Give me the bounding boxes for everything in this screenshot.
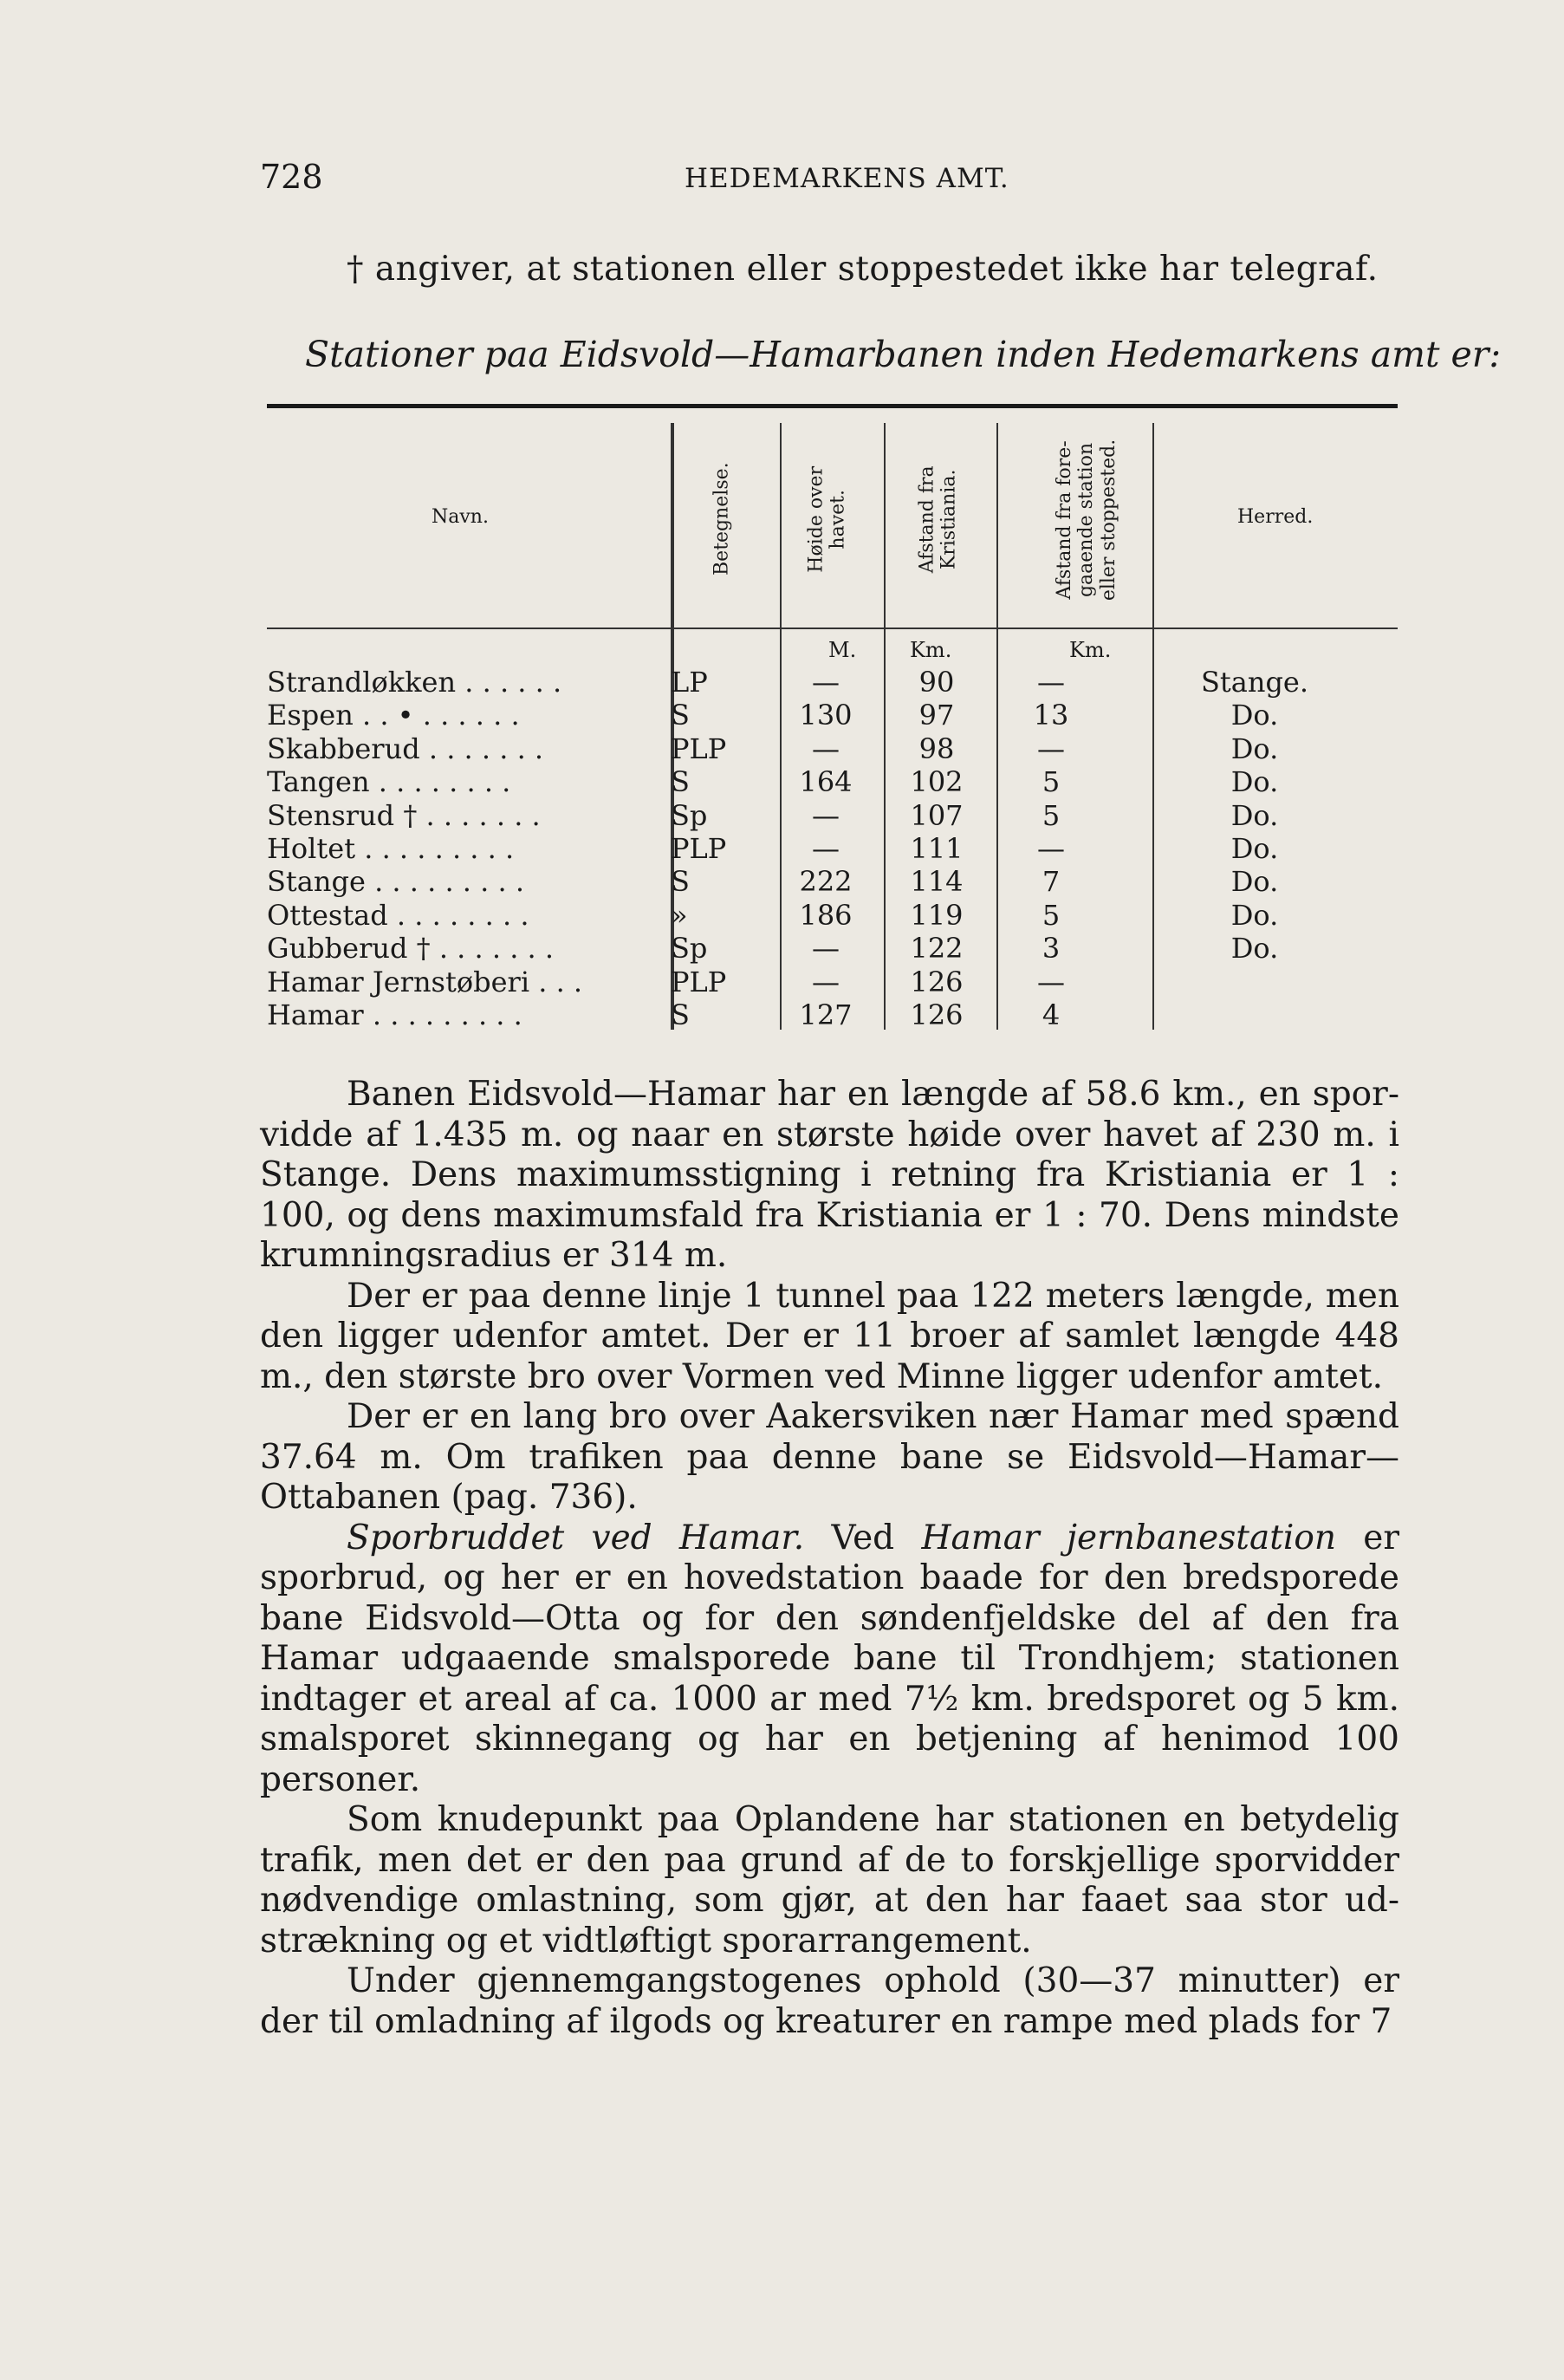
station-name: Strandløkken . . . . . . [267, 666, 562, 699]
running-header [260, 158, 1404, 210]
distance-previous: 5 [1042, 898, 1061, 932]
station-name: Gubberud † . . . . . . . [267, 932, 555, 966]
distance-previous: 5 [1042, 798, 1061, 832]
municipality: Do. [1230, 898, 1279, 932]
station-type: S [671, 765, 690, 799]
distance-kristiania: 102 [910, 765, 964, 799]
station-name: Holtet . . . . . . . . . [267, 832, 515, 865]
paragraph: Som knudepunkt paa Oplandene har stationen en betydelig trafik, men det er den paa grund af de to forskjellige sporvidder nødvendige omlastning, som gjør, at den har faaet saa stor udstrækning og et vidtløftigt sporarrangement. [260, 1800, 1399, 1961]
municipality: Do. [1230, 699, 1279, 732]
station-name: Espen . . • . . . . . . [267, 699, 520, 732]
distance-previous: 3 [1042, 932, 1061, 966]
station-table [267, 404, 1398, 1037]
station-type: » [671, 898, 688, 932]
station-type: S [671, 699, 690, 732]
municipality: Do. [1230, 865, 1279, 899]
table-row [267, 865, 1398, 898]
elevation: — [812, 965, 840, 998]
header-betegnelse: Betegnelse. [711, 462, 733, 575]
page-number: 728 [260, 158, 323, 196]
elevation: 164 [799, 765, 853, 799]
distance-kristiania: 107 [910, 798, 964, 832]
distance-kristiania: 90 [918, 666, 955, 699]
running-title: HEDEMARKENS AMT. [685, 163, 1009, 194]
header-afstand-kristiania: Afstand fra Kristiania. [916, 465, 960, 574]
table-caption: Stationer paa Eidsvold—Hamarbanen inden Hedemarkens amt er: [305, 334, 1502, 375]
paragraph: Der er paa denne linje 1 tunnel paa 122 meters længde, men den ligger udenfor amtet. Der er 11 broer af samlet længde 448 m., den største bro over Vormen ved Minne ligger udenfor amtet. [260, 1276, 1399, 1396]
header-hoide: Høide over havet. [805, 465, 849, 573]
distance-kristiania: 126 [910, 965, 964, 998]
elevation: — [812, 798, 840, 832]
distance-previous: 4 [1042, 998, 1061, 1031]
elevation: 186 [799, 898, 853, 932]
station-type: PLP [671, 832, 727, 865]
municipality: Do. [1230, 732, 1279, 765]
distance-previous: 5 [1042, 765, 1061, 799]
station-name: Hamar Jernstøberi . . . [267, 965, 583, 998]
paragraph: Banen Eidsvold—Hamar har en længde af 58.6 km., en sporvidde af 1.435 m. og naar en største høide over havet af 230 m. i Stange. Dens maximumsstigning i retning fra Kristiania er 1 : 100, og dens maximumsfald fra Kristiania er 1 : 70. Dens mindste krumningsradius er 314 m. [260, 1075, 1399, 1275]
distance-previous: — [1037, 832, 1065, 865]
table-row [267, 799, 1398, 832]
elevation: — [812, 932, 840, 966]
station-type: Sp [671, 798, 708, 832]
paragraph: Der er en lang bro over Aakersviken nær Hamar med spænd 37.64 m. Om trafiken paa denne bane se Eidsvold—Hamar—Ottabanen (pag. 736). [260, 1397, 1399, 1517]
italic-term: Hamar jernbanestation [921, 1518, 1336, 1557]
distance-kristiania: 126 [910, 998, 964, 1031]
elevation: — [812, 832, 840, 865]
municipality: Do. [1230, 798, 1279, 832]
header-herred: Herred. [1237, 506, 1314, 528]
distance-previous: — [1037, 965, 1065, 998]
elevation: 130 [799, 699, 853, 732]
station-type: PLP [671, 965, 727, 998]
italic-heading: Sporbruddet ved Hamar. [347, 1518, 805, 1557]
distance-kristiania: 97 [918, 699, 955, 732]
paragraph: Sporbruddet ved Hamar. Ved Hamar jernbanestation er sporbrud, og her er en hovedstation baade for den bredsporede bane Eidsvold—Otta og for den søndenfjeldske del af den fra Hamar udgaaende smalsporede bane til Trondhjem; stationen indtager et areal af ca. 1000 ar med 7½ km. bredsporet og 5 km. smalsporet skinnegang og har en betjening af henimod 100 personer. [260, 1518, 1399, 1799]
distance-kristiania: 114 [910, 865, 964, 899]
unit-hoide: M. [828, 638, 857, 662]
distance-kristiania: 119 [910, 898, 964, 932]
table-row [267, 666, 1398, 699]
distance-kristiania: 98 [918, 732, 955, 765]
body-text [260, 1075, 1399, 2042]
distance-previous: — [1037, 666, 1065, 699]
table-row [267, 966, 1398, 998]
table-header-rule [267, 628, 1398, 629]
elevation: 127 [799, 998, 853, 1031]
station-type: LP [671, 666, 708, 699]
elevation: — [812, 666, 840, 699]
distance-kristiania: 122 [910, 932, 964, 966]
unit-afstand-forrige: Km. [1069, 638, 1112, 662]
table-row [267, 765, 1398, 798]
distance-previous: 13 [1033, 699, 1069, 732]
header-navn: Navn. [432, 506, 489, 528]
station-name: Skabberud . . . . . . . [267, 732, 544, 765]
station-type: PLP [671, 732, 727, 765]
station-type: S [671, 865, 690, 899]
unit-afstand-kristiania: Km. [910, 638, 952, 662]
station-name: Tangen . . . . . . . . [267, 765, 511, 799]
municipality: Do. [1230, 765, 1279, 799]
municipality: Do. [1230, 932, 1279, 966]
table-top-rule [267, 404, 1398, 408]
elevation: — [812, 732, 840, 765]
table-row [267, 998, 1398, 1031]
table-row [267, 932, 1398, 965]
distance-previous: 7 [1042, 865, 1061, 899]
table-row [267, 699, 1398, 732]
paragraph: Under gjennemgangstogenes ophold (30—37 minutter) er der til omladning af ilgods og kreaturer en rampe med plads for 7 [260, 1961, 1399, 2041]
telegraph-note: † angiver, at stationen eller stoppestedet ikke har telegraf. [347, 250, 1379, 289]
elevation: 222 [799, 865, 853, 899]
header-afstand-forrige: Afstand fra fore- gaaende station eller stoppested. [1054, 439, 1119, 602]
table-row [267, 732, 1398, 765]
municipality: Do. [1230, 832, 1279, 865]
station-name: Stange . . . . . . . . . [267, 865, 524, 899]
distance-kristiania: 111 [910, 832, 964, 865]
station-name: Ottestad . . . . . . . . [267, 898, 529, 932]
station-name: Stensrud † . . . . . . . [267, 798, 541, 832]
table-row [267, 832, 1398, 865]
distance-previous: — [1037, 732, 1065, 765]
station-type: S [671, 998, 690, 1031]
municipality: Stange. [1200, 666, 1309, 699]
station-type: Sp [671, 932, 708, 966]
table-row [267, 899, 1398, 932]
station-name: Hamar . . . . . . . . . [267, 998, 522, 1031]
